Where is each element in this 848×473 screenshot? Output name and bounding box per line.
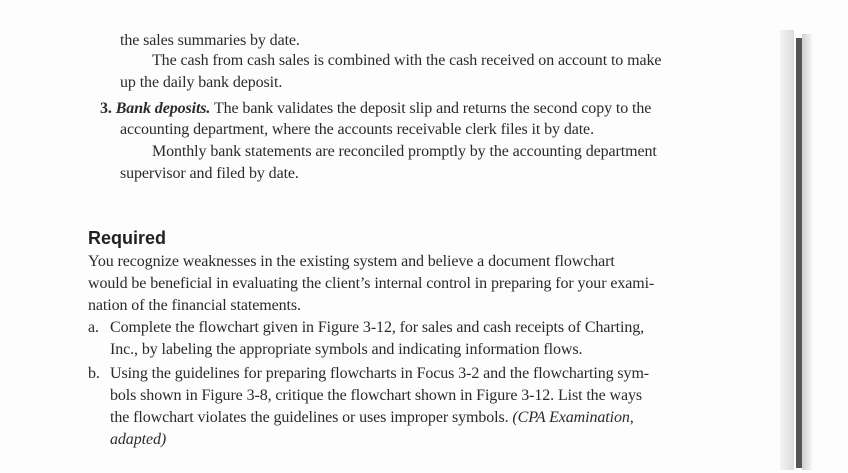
list-item-a bbox=[88, 318, 99, 338]
text-line: Inc., by labeling the appropriate symbols and indicating information flows. bbox=[110, 341, 583, 358]
list-item-bank-deposits bbox=[100, 99, 651, 119]
section-heading: Required bbox=[88, 228, 167, 248]
text-line bbox=[110, 408, 634, 428]
text-line: You recognize weaknesses in the existing system and believe a document flowchart bbox=[88, 253, 615, 270]
list-item-b bbox=[88, 364, 100, 384]
item-text: The bank validates the deposit slip and returns the second copy to the bbox=[210, 100, 652, 117]
text-line: Using the guidelines for preparing flowcharts in Focus 3-2 and the flowcharting sym- bbox=[110, 365, 650, 382]
text-segment: the flowchart violates the guidelines or uses improper symbols. bbox=[110, 409, 513, 426]
list-label: a. bbox=[88, 319, 99, 336]
text-line: supervisor and filed by date. bbox=[120, 165, 299, 182]
text-line: accounting department, where the accounts receivable clerk files it by date. bbox=[120, 121, 594, 138]
item-title: Bank deposits. bbox=[115, 100, 211, 117]
list-number: 3. bbox=[100, 100, 112, 117]
text-line: nation of the financial statements. bbox=[88, 297, 301, 314]
text-line: Complete the flowchart given in Figure 3-12, for sales and cash receipts of Charting, bbox=[110, 319, 645, 336]
page-edge-highlight bbox=[802, 34, 812, 470]
citation: (CPA Examination, bbox=[512, 409, 634, 426]
text-line: The cash from cash sales is combined with the cash received on account to make bbox=[152, 52, 662, 69]
citation-line: adapted) bbox=[110, 431, 167, 448]
text-line: bols shown in Figure 3-8, critique the flowchart shown in Figure 3-12. List the ways bbox=[110, 387, 642, 404]
text-line: Monthly bank statements are reconciled promptly by the accounting department bbox=[152, 143, 657, 160]
text-line: up the daily bank deposit. bbox=[120, 74, 283, 91]
text-line: the sales summaries by date. bbox=[120, 32, 300, 49]
text-line: would be beneficial in evaluating the client’s internal control in preparing for your exami- bbox=[88, 275, 655, 292]
list-label: b. bbox=[88, 365, 100, 382]
page-edge-shadow bbox=[780, 30, 794, 470]
